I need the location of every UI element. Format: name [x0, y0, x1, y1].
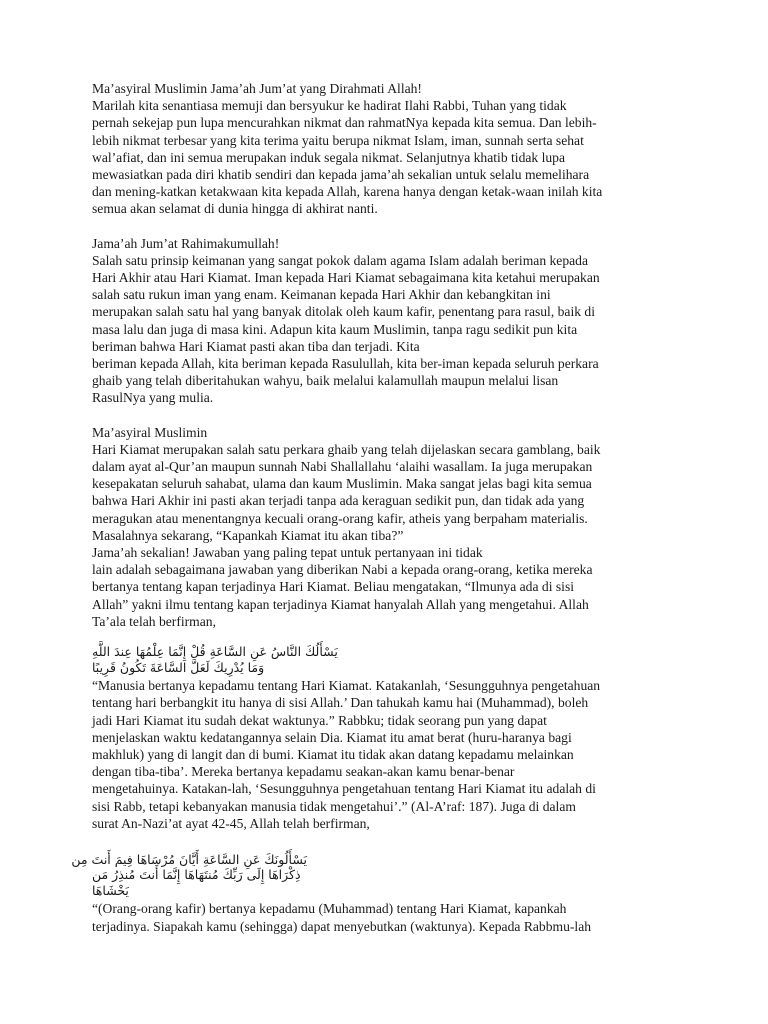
paragraph-line: Hari Akhir atau Hari Kiamat. Iman kepada Hari Kiamat sebagaimana kita ketahui merupakan: [92, 270, 600, 286]
paragraph-line: Jama’ah sekalian! Jawaban yang paling tepat untuk pertanyaan ini tidak: [92, 545, 483, 561]
translation-line: “(Orang-orang kafir) bertanya kepadamu (Muhammad) tentang Hari Kiamat, kapankah: [92, 901, 567, 917]
paragraph-line: merupakan salah satu hal yang banyak ditolak oleh kaum kafir, penentang para rasul, baik di: [92, 304, 596, 320]
translation-line: sisi Rabb, tetapi kebanyakan manusia tidak mengetahui’.” (Al-A’raf: 187). Juga di dalam: [92, 798, 576, 814]
translation-line: dengan tiba-tiba’. Mereka bertanya kepadamu seakan-akan kamu benar-benar: [92, 764, 515, 780]
paragraph-line: dalam ayat al-Qur’an maupun sunnah Nabi Shallallahu ‘alaihi wasallam. Ia juga merupakan: [92, 459, 593, 475]
paragraph-line: bahwa Hari Akhir ini pasti akan terjadi tanpa ada keraguan sedikit pun, dan tidak ada yang: [92, 493, 585, 509]
paragraph-line: Ta’ala telah berfirman,: [92, 613, 216, 629]
translation-line: jadi Hari Kiamat itu sudah dekat waktunya.” Rabbku; tidak seorang pun yang dapat: [92, 712, 547, 728]
quran-verse-al-araf: [92, 644, 392, 675]
section-heading: Ma’asyiral Muslimin: [92, 424, 208, 440]
translation-line: “Manusia bertanya kepadamu tentang Hari Kiamat. Katakanlah, ‘Sesungguhnya pengetahuan: [92, 678, 601, 694]
section-heading: Jama’ah Jum’at Rahimakumullah!: [92, 235, 280, 251]
paragraph-line: meragukan atau menentangnya kecuali orang-orang kafir, atheis yang berpaham materialis.: [92, 510, 588, 526]
paragraph-line: Masalahnya sekarang, “Kapankah Kiamat itu akan tiba?”: [92, 527, 404, 543]
paragraph-line: bertanya tentang kapan terjadinya Hari Kiamat. Beliau mengatakan, “Ilmunya ada di sisi: [92, 579, 575, 595]
paragraph-line: RasulNya yang mulia.: [92, 390, 214, 406]
translation-line: terjadinya. Siapakah kamu (sehingga) dapat menyebutkan (waktunya). Kepada Rabbmu-lah: [92, 918, 592, 934]
paragraph-line: salah satu rukun iman yang enam. Keimanan kepada Hari Akhir dan kebangkitan ini: [92, 287, 551, 303]
section-greeting: [92, 80, 688, 218]
paragraph-line: lain adalah sebagaimana jawaban yang diberikan Nabi a kepada orang-orang, ketika mereka: [92, 562, 593, 578]
paragraph-line: kesepakatan seluruh sahabat, ulama dan kaum Muslimin. Maka sangat jelas bagi kita semua: [92, 476, 592, 492]
paragraph-line: beriman kepada Allah, kita beriman kepada Rasulullah, kita ber-iman kepada seluruh perkara: [92, 356, 599, 372]
paragraph-line: semua akan selamat di dunia hingga di akhirat nanti.: [92, 201, 378, 217]
section-hari-kiamat: [71, 424, 688, 935]
arabic-line: يَسْأَلُكَ النَّاسُ عَنِ السَّاعَةِ قُلْ إِنَّمَا عِلْمُهَا عِندَ اللَّهِ: [92, 644, 338, 660]
paragraph-line: masa lalu dan juga di masa kini. Adapun kita kaum Muslimin, tanpa ragu sedikit pun kita: [92, 321, 578, 337]
paragraph-line: pernah sekejap pun lupa mencurahkan nikmat dan rahmatNya kepada kita semua. Dan lebih-: [92, 115, 597, 131]
paragraph-line: wal’afiat, dan ini semua merupakan induk segala nikmat. Selanjutnya khatib tidak lupa: [92, 149, 566, 165]
paragraph-line: beriman bahwa Hari Kiamat pasti akan tiba dan terjadi. Kita: [92, 338, 420, 354]
translation-line: surat An-Nazi’at ayat 42-45, Allah telah berfirman,: [92, 815, 370, 831]
translation-line: makhluk) yang di langit dan di bumi. Kiamat itu tidak akan datang kepadamu melainkan: [92, 746, 574, 762]
arabic-line: وَمَا يُدْرِيكَ لَعَلَّ السَّاعَةَ تَكُونُ قَرِيبًا: [92, 659, 265, 675]
arabic-line: ذِكْرَاهَا إِلَى رَبِّكَ مُنتَهَاهَا إِنَّمَا أَنتَ مُنذِرُ مَن: [92, 867, 301, 883]
arabic-line: يَسْأَلُونَكَ عَنِ السَّاعَةِ أَيَّانَ مُرْسَاهَا فِيمَ أَنتَ مِن: [71, 851, 307, 867]
arabic-line: يَخْشَاهَا: [92, 882, 129, 898]
translation-line: menjelaskan waktu kedatangannya selain Dia. Kiamat itu amat berat (huru-haranya bagi: [92, 729, 572, 745]
section-heading: Ma’asyiral Muslimin Jama’ah Jum’at yang Dirahmati Allah!: [92, 81, 422, 96]
paragraph-line: Hari Kiamat merupakan salah satu perkara ghaib yang telah dijelaskan secara gamblang, baik: [92, 441, 601, 457]
section-iman-hari-akhir: [92, 235, 688, 407]
paragraph-line: Allah” yakni ilmu tentang kapan terjadinya Kiamat hanyalah Allah yang mengetahui. Allah: [92, 596, 589, 612]
quran-verse-an-naziat: [71, 851, 307, 899]
paragraph-line: mewasiatkan pada diri khatib sendiri dan kepada jama’ah sekalian untuk selalu memelihara: [92, 167, 590, 183]
paragraph-line: Marilah kita senantiasa memuji dan bersyukur ke hadirat Ilahi Rabbi, Tuhan yang tidak: [92, 98, 567, 114]
translation-line: tentang hari berbangkit itu hanya di sisi Allah.’ Dan tahukah kamu hai (Muhammad), boleh: [92, 695, 589, 711]
paragraph-line: Salah satu prinsip keimanan yang sangat pokok dalam agama Islam adalah beriman kepada: [92, 252, 589, 268]
paragraph-line: dan mening-katkan ketakwaan kita kepada Allah, karena hanya dengan ketak-waan inilah kita: [92, 184, 603, 200]
translation-line: mengetahuinya. Katakan-lah, ‘Sesungguhnya pengetahuan tentang Hari Kiamat itu adalah di: [92, 781, 596, 797]
paragraph-line: lebih nikmat terbesar yang kita terima yaitu berupa nikmat Islam, iman, sunnah serta sehat: [92, 132, 584, 148]
paragraph-line: ghaib yang telah diberitahukan wahyu, baik melalui kalamullah maupun melalui lisan: [92, 373, 559, 389]
